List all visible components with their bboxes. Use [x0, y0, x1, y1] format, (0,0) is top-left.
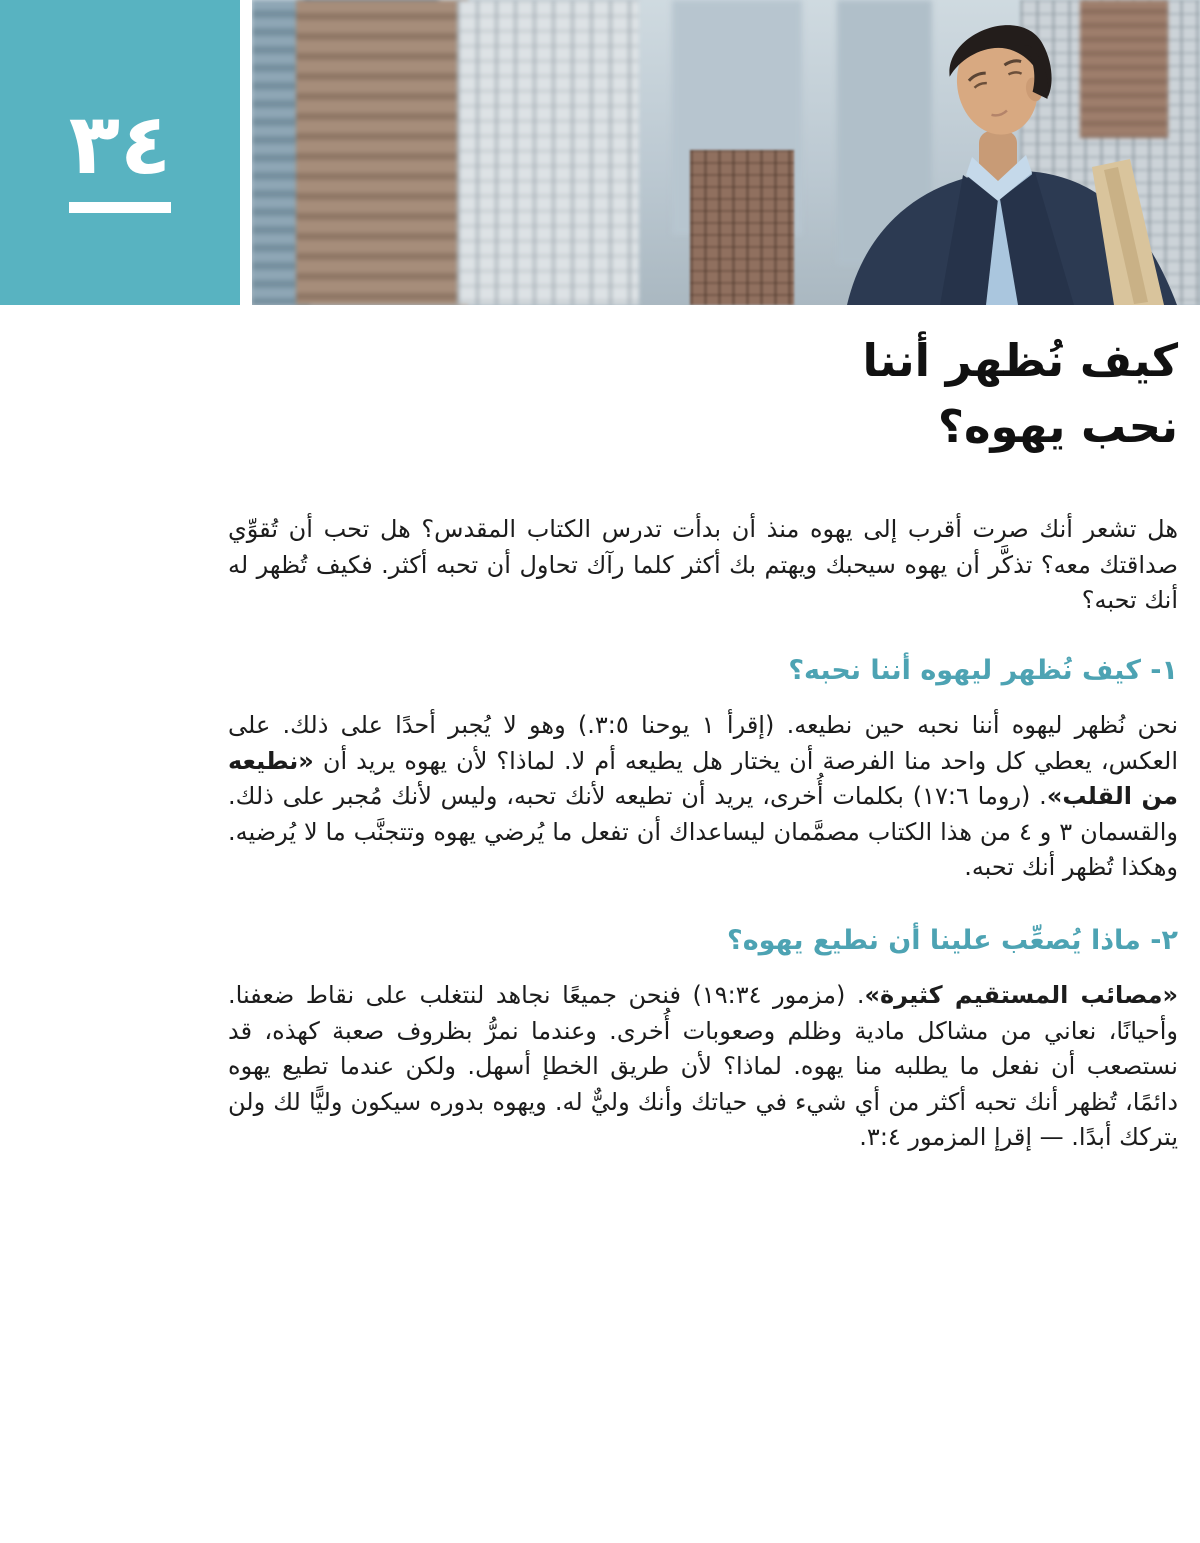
paragraph-segment: . (روما ١٧:٦) بكلمات أُخرى، يريد أن تطيعه لأنك تحبه، وليس لأنك مُجبر على ذلك. والقسمان ٣ و ٤ من هذا الكتاب مصمَّمان ليساعداك أن تفعل ما يُرضي يهوه وتتجنَّب ما لا يُرضيه. وهكذا تُظهر أنك تحبه.: [228, 782, 1179, 881]
section-2-heading: ٢- ماذا يُصعِّب علينا أن نطيع يهوه؟: [727, 925, 1178, 957]
intro-paragraph: هل تشعر أنك صرت أقرب إلى يهوه منذ أن بدأت تدرس الكتاب المقدس؟ هل تحب أن تُقوِّي صداقتك معه؟ تذكَّر أن يهوه سيحبك ويهتم بك أكثر كلما رآك تحاول أن تحبه أكثر. فكيف تُظهر له أنك تحبه؟: [228, 515, 1178, 614]
page-title-line1: كيف نُظهر أننا: [862, 334, 1178, 387]
paragraph-segment-bold: «مصائب المستقيم كثيرة»: [864, 981, 1178, 1009]
paragraph-segment: نحن نُظهر ليهوه أننا نحبه حين نطيعه. (إقرأ ١ يوحنا ٣:٥.) وهو لا يُجبر أحدًا على ذلك. على العكس، يعطي كل واحد منا الفرصة أن يختار هل يطيعه أم لا. لماذا؟ لأن يهوه يريد أن: [228, 711, 1178, 775]
building-shape: [296, 0, 468, 305]
section-1-heading: ١- كيف نُظهر ليهوه أننا نحبه؟: [788, 655, 1178, 687]
building-shape: [690, 150, 794, 305]
section-1-paragraph: [228, 708, 1178, 886]
man-looking-up: [792, 5, 1192, 305]
paragraph-segment: . (مزمور ١٩:٣٤) فنحن جميعًا نجاهد لنتغلب على نقاط ضعفنا. وأحيانًا، نعاني من مشاكل مادية وظلم وصعوبات أُخرى. وعندما نمرُّ بظروف صعبة كهذه، قد نستصعب أن نفعل ما يطلبه منا يهوه. لماذا؟ لأن طريق الخطإ أسهل. ولكن عندما تطيع يهوه دائمًا، تُظهر أنك تحبه أكثر من أي شيء في حياتك وأنك وليٌّ له. ويهوه بدوره سيكون وليًّا لك ولن يتركك أبدًا. — إقرإ المزمور ٣:٤.: [228, 981, 1178, 1151]
paragraph-segment-bold: «نطيعه من القلب»: [228, 746, 1178, 810]
page-number-underline: [69, 202, 171, 213]
page-title-line2: نحب يهوه؟: [937, 400, 1178, 453]
page-title: [228, 328, 1178, 460]
building-shape: [457, 0, 639, 305]
section-2-paragraph: [228, 978, 1178, 1156]
hero-photo: [252, 0, 1200, 305]
page-number-block: [0, 0, 240, 305]
page-number: ٣٤: [68, 95, 172, 193]
